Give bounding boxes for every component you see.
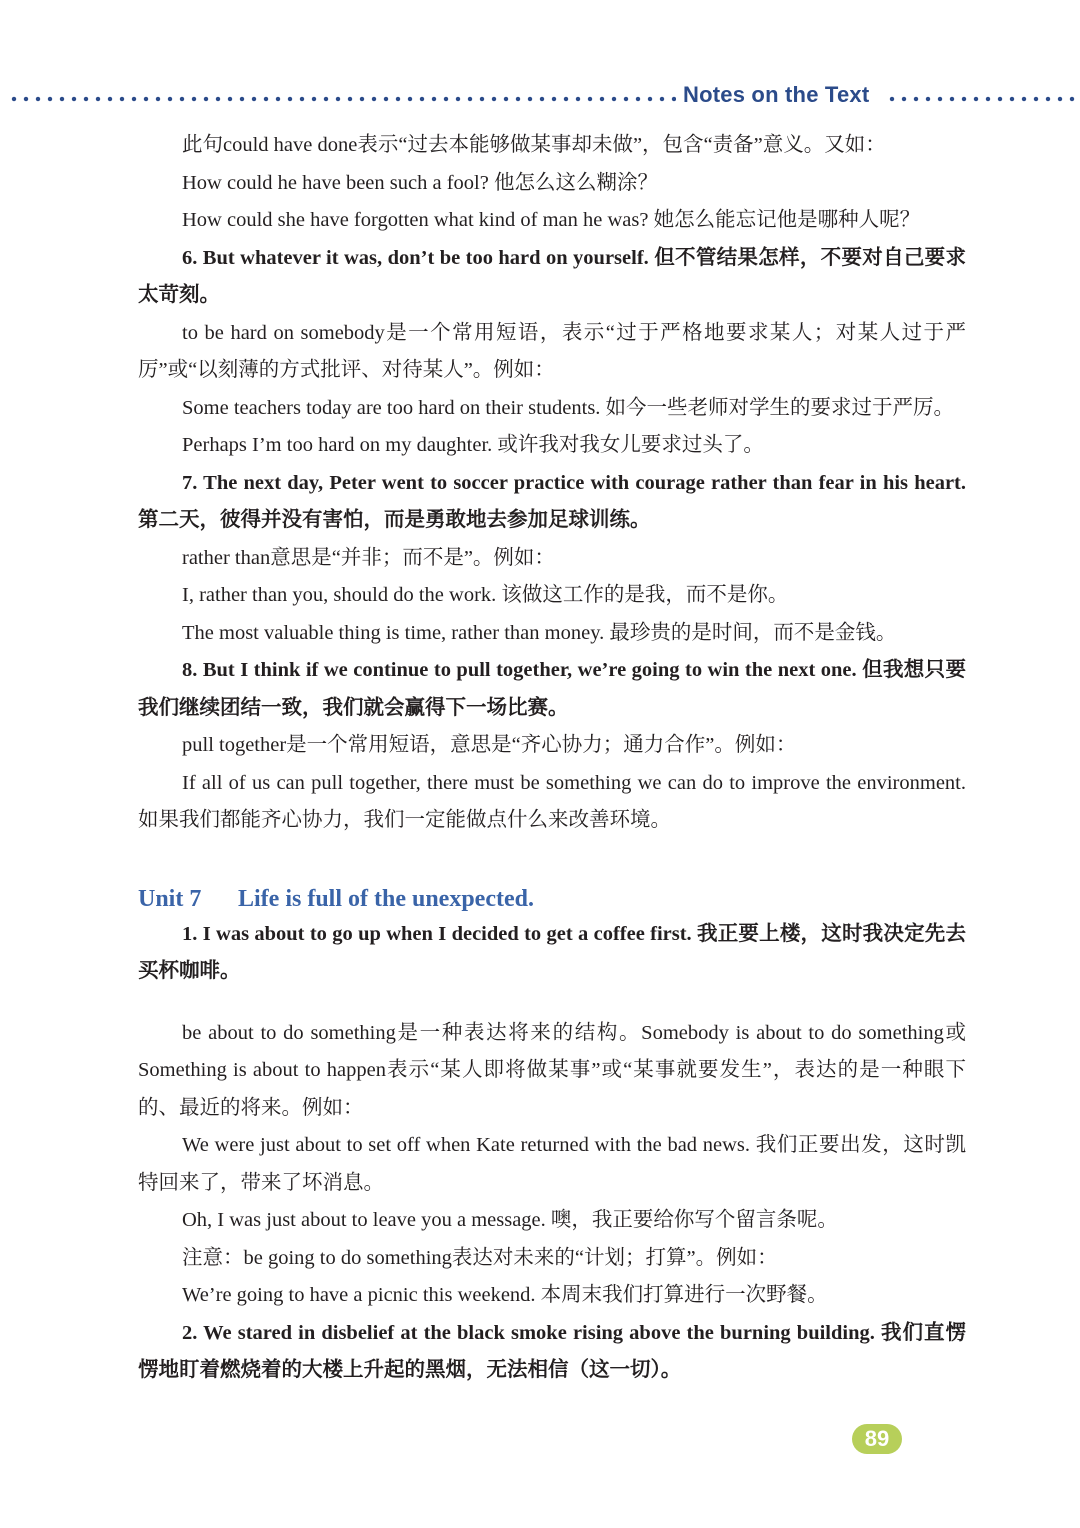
notes-section <box>138 127 966 840</box>
note-paragraph: We were just about to set off when Kate returned with the bad news. 我们正要出发，这时凯特回来了，带来了坏消息。 <box>138 1134 966 1194</box>
note-paragraph: to be hard on somebody是一个常用短语，表示“过于严格地要求某人；对某人过于严厉”或“以刻薄的方式批评、对待某人”。例如： <box>138 321 966 381</box>
unit-title: Life is full of the unexpected. <box>238 885 534 912</box>
note-paragraph: If all of us can pull together, there must be something we can do to improve the environment. 如果我们都能齐心协力，我们一定能做点什么来改善环境。 <box>138 771 966 831</box>
unit-heading <box>138 882 966 916</box>
note-paragraph: How could she have forgotten what kind of man he was? 她怎么能忘记他是哪种人呢？ <box>182 209 921 231</box>
note-paragraph: Some teachers today are too hard on their students. 如今一些老师对学生的要求过于严厉。 <box>182 396 955 419</box>
page-body <box>138 127 966 1390</box>
unit-number: Unit 7 <box>138 885 202 912</box>
note-heading: 1. I was about to go up when I decided to get a coffee first. 我正要上楼，这时我决定先去买杯咖啡。 <box>138 922 966 982</box>
note-heading: 8. But I think if we continue to pull together, we’re going to win the next one. 但我想只要我们继续团结一致，我们就会赢得下一场比赛。 <box>138 659 966 719</box>
section-title: Notes on the Text <box>683 82 870 107</box>
note-paragraph: pull together是一个常用短语，意思是“齐心协力；通力合作”。例如： <box>182 734 797 756</box>
header-dotted-rule-right <box>886 96 1080 102</box>
note-paragraph: Perhaps I’m too hard on my daughter. 或许我对我女儿要求过头了。 <box>182 434 764 456</box>
unit-notes-section <box>138 916 966 1390</box>
note-paragraph: 此句could have done表示“过去本能够做某事却未做”，包含“责备”意义。又如： <box>182 134 886 156</box>
note-heading: 7. The next day, Peter went to soccer practice with courage rather than fear in his heart. 第二天，彼得并没有害怕，而是勇敢地去参加足球训练。 <box>138 471 966 531</box>
note-paragraph: We’re going to have a picnic this weekend. 本周末我们打算进行一次野餐。 <box>182 1284 828 1306</box>
note-heading: 6. But whatever it was, don’t be too hard on yourself. 但不管结果怎样，不要对自己要求太苛刻。 <box>138 246 966 306</box>
note-paragraph: 注意：be going to do something表达对未来的“计划；打算”。例如： <box>182 1246 778 1269</box>
note-paragraph: rather than意思是“并非；而不是”。例如： <box>182 546 555 569</box>
page-header <box>0 80 1080 114</box>
note-paragraph: Oh, I was just about to leave you a message. 噢，我正要给你写个留言条呢。 <box>182 1209 838 1231</box>
note-paragraph: The most valuable thing is time, rather than money. 最珍贵的是时间，而不是金钱。 <box>182 621 897 644</box>
note-heading: 2. We stared in disbelief at the black smoke rising above the burning building. 我们直愣愣地盯着燃烧着的大楼上升起的黑烟，无法相信（这一切）。 <box>138 1321 966 1381</box>
page-number-badge: 89 <box>852 1424 902 1454</box>
header-dotted-rule-left <box>8 96 676 102</box>
note-paragraph: I, rather than you, should do the work. 该做这工作的是我，而不是你。 <box>182 584 789 606</box>
note-paragraph: How could he have been such a fool? 他怎么这么糊涂？ <box>182 171 658 194</box>
note-paragraph: be about to do something是一种表达将来的结构。Somebody is about to do something或Something is about to happen表示“某人即将做某事”或“某事就要发生”，表达的是一种眼下的、最近的将来。例如： <box>138 1021 966 1119</box>
